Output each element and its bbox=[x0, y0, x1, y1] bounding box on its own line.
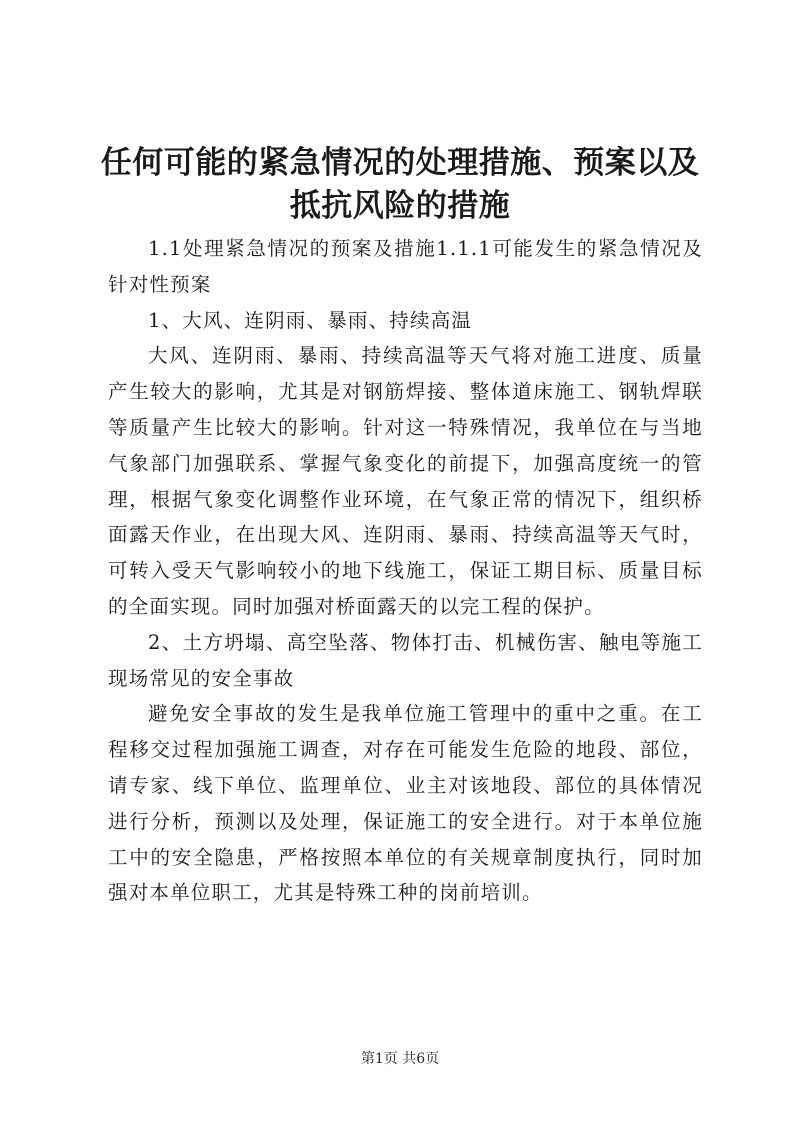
paragraph-item-2-heading: 2、土方坍塌、高空坠落、物体打击、机械伤害、触电等施工现场常见的安全事故 bbox=[108, 630, 703, 690]
paragraph-item-1-heading: 1、大风、连阴雨、暴雨、持续高温 bbox=[148, 308, 473, 332]
document-body bbox=[108, 231, 703, 911]
paragraph-section-heading: 1.1处理紧急情况的预案及措施1.1.1可能发生的紧急情况及针对性预案 bbox=[108, 237, 703, 296]
document-title: 任何可能的紧急情况的处理措施、预案以及抵抗风险的措施 bbox=[100, 145, 700, 224]
page-footer: 第1页 共6页 bbox=[360, 1051, 440, 1067]
paragraph-item-2-body: 避免安全事故的发生是我单位施工管理中的重中之重。在工程移交过程加强施工调查，对存在可能发生危险的地段、部位，请专家、线下单位、监理单位、业主对该地段、部位的具体情况进行分析，预测以及处理，保证施工的安全进行。对于本单位施工中的安全隐患，严格按照本单位的有关规章制度执行，同时加强对本单位职工，尤其是特殊工种的岗前培训。 bbox=[108, 702, 703, 905]
paragraph-item-1-body: 大风、连阴雨、暴雨、持续高温等天气将对施工进度、质量产生较大的影响，尤其是对钢筋焊接、整体道床施工、钢轨焊联等质量产生比较大的影响。针对这一特殊情况，我单位在与当地气象部门加强联系、掌握气象变化的前提下，加强高度统一的管理，根据气象变化调整作业环境，在气象正常的情况下，组织桥面露天作业，在出现大风、连阴雨、暴雨、持续高温等天气时，可转入受天气影响较小的地下线施工，保证工期目标、质量目标的全面实现。同时加强对桥面露天的以完工程的保护。 bbox=[108, 344, 703, 618]
